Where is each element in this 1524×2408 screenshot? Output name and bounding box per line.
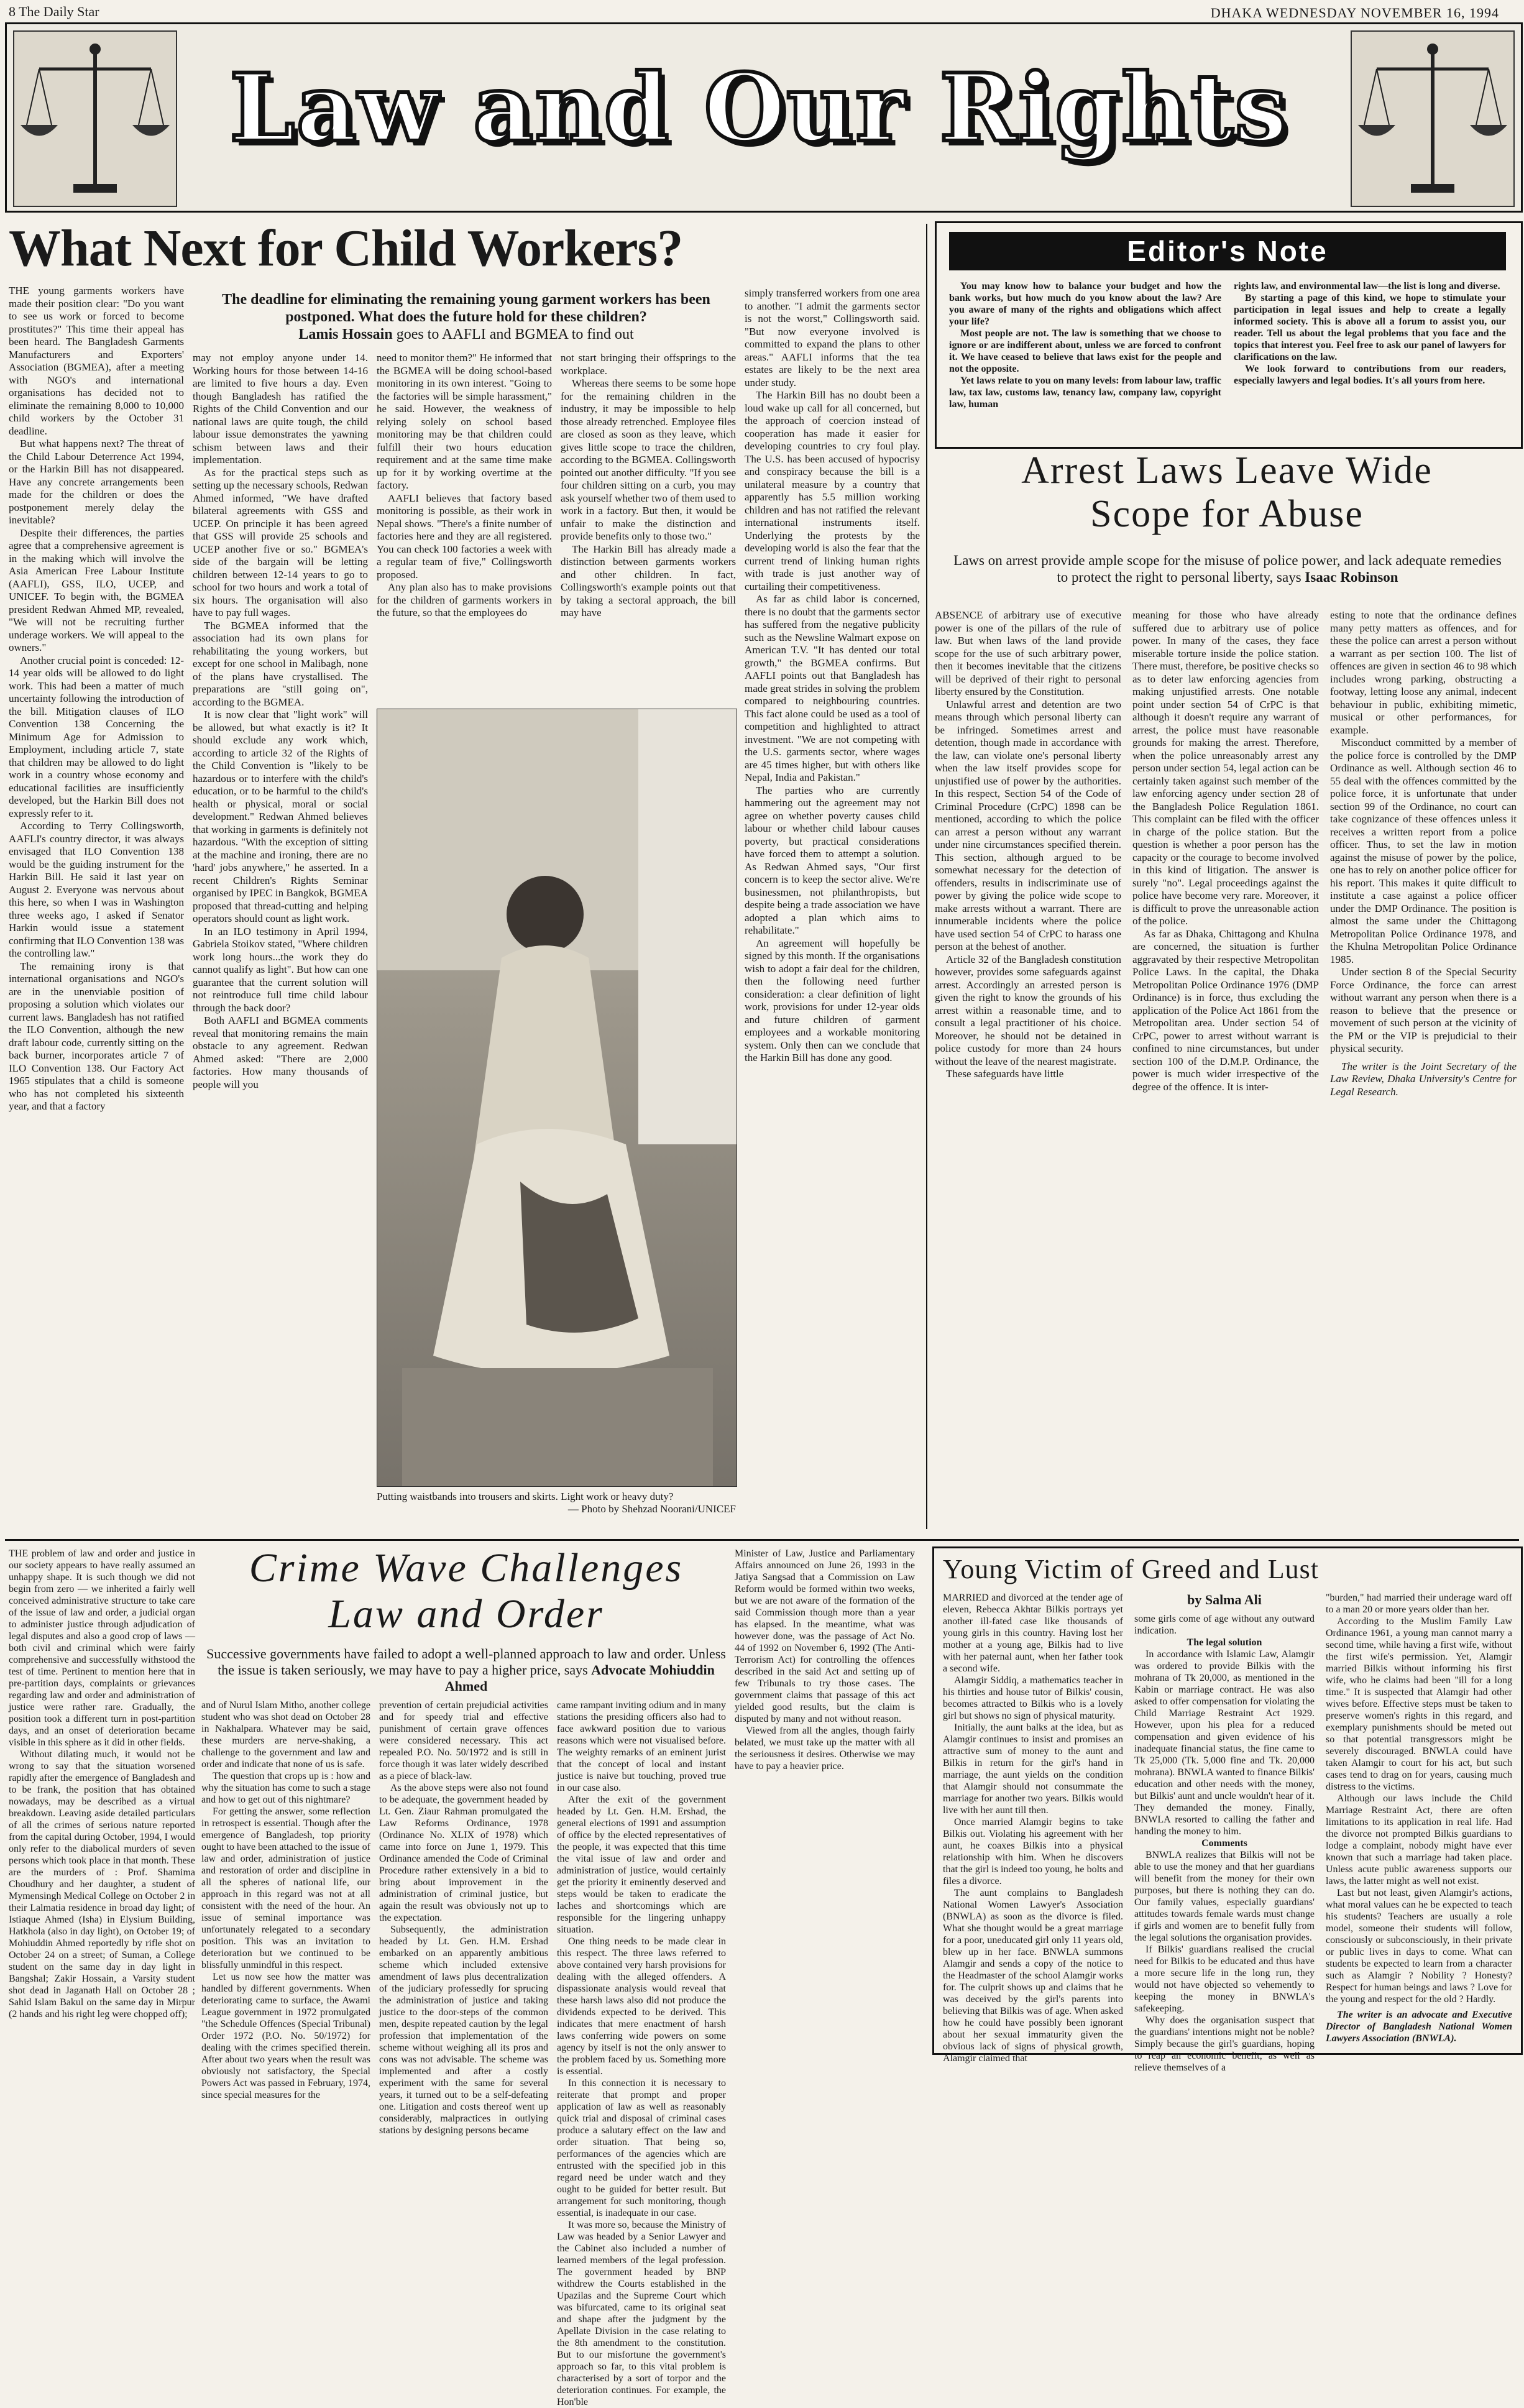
editors-note-column-2 [1234,280,1506,442]
article-paragraph: "burden," had married their underage ward off to a man 20 or more years older than her. [1326,1592,1512,1615]
article-paragraph: You may know how to balance your budget and how the bank works, but how much do you know about the law? Are you aware of many of the rights and obligations which affect your life? [949,281,1221,327]
article-paragraph: It is now clear that "light work" will be allowed, but what exactly is it? It should exclude any work which, according to article 32 of the Rights of the Child Convention is "likely to be hazardous or to interfere with the child's education, or to be harmful to the child's health or physical, moral or social development." Redwan Ahmed believes that working in garments is definitely not hazardous. "With the exception of sitting at the machine and ironing, there are no 'hard' jobs anywhere," he asserted. In a recent Children's Rights Seminar organised by IPEC in Bangkok, BGMEA proposed that thread-cutting and helping operators should count as light work. [193,709,368,924]
article-paragraph: prevention of certain prejudicial activities and for speedy trial and effective punishment of certain grave offences were considered necessary. This act repealed P.O. No. 50/1972 and is still in force though it was later widely described as a piece of black-law. [379,1700,548,1781]
article-paragraph: and of Nurul Islam Mitho, another college student who was shot dead on October 28 in Nakhalpara. Whatever may be said, these murders are nerve-shaking, a challenge to the government and law and order and indicate that none of us is safe. [201,1700,370,1770]
deck-text: Laws on arrest provide ample scope for the misuse of police power, and lack adequate remedies to protect the right to personal liberty, says [953,553,1502,585]
article-paragraph: MARRIED and divorced at the tender age of eleven, Rebecca Akhtar Bilkis portrays yet another ill-fated case like thousands of young girls in this country. Having lost her mother at a young age, Bilkis had to live with her paternal aunt, when her father took a second wife. [943,1592,1123,1674]
young-victim-headline: Young Victim of Greed and Lust [943,1554,1320,1584]
article-paragraph: Despite their differences, the parties agree that a comprehensive agreement is in the making which will involve the Asia American Free Labour Institute (AAFLI), GSS, ILO, UCEP, and UNICEF. To begin with, the BGMEA president Redwan Ahmed MP, revealed, "We will not be recruiting further underage workers. We will appeal to the owners." [9,526,184,653]
scales-icon [1352,32,1513,206]
child-workers-headline: What Next for Child Workers? [9,219,683,277]
subhead: The legal solution [1187,1637,1262,1648]
article-paragraph: Misconduct committed by a member of the police force is controlled by the DMP Ordinance as well. Although section 46 to 55 deal with the offences committed by the police force, it is unfortunate that under section 99 of the Ordinance, no court can take cognizance of these offences unless it receives a written report from a police officer. Thus, to set the law in motion against the misuse of power by the police, one has to rely on another police officer for his report. This makes it quite difficult to institute a case against a police officer under the DMP Ordinance. The position is almost the same under the Chittagong Metropolitan Police Ordinance 1978, and the Khulna Metropolitan Police Ordinance 1985. [1330,737,1517,965]
article-paragraph: Minister of Law, Justice and Parliamentary Affairs announced on June 26, 1993 in the Jatiya Sangsad that a Commission on Law Reform would be formed within two weeks, but we are not aware of the formation of the said Commission though more than a year has elapsed. In the meantime, what was however done, was the passage of Act No. 44 of 1992 on November 6, 1992 (The Anti-Terrorism Act) for controlling the offences described in the said Act and setting up of few Tribunals to try those cases. The government claims that passage of this act yielded good results, but the claim is disputed by many and not without reason. [735,1548,915,1724]
subhead: Comments [1201,1838,1247,1849]
article-paragraph: As the above steps were also not found to be adequate, the government headed by Lt. Gen. Ziaur Rahman promulgated the Law Reforms Ordinance, 1978 (Ordinance No. XLIX of 1978) which came into force on June 1, 1979. This Ordinance amended the Code of Criminal Procedure rather extensively in a bid to bring about improvement in the administration of criminal justice, but again the result was obviously not up to the expectation. [379,1783,548,1923]
article-paragraph: Any plan also has to make provisions for the children of garments workers in the future, so that the employees do [377,581,552,618]
article-paragraph: By starting a page of this kind, we hope to stimulate your participation in legal issues and help to create a legally informed society. This is above all a forum to assist you, our reader. Tell us about the legal problems that you face and the topics that interest you. Feel free to ask our panel of lawyers for clarifications on the law. [1234,293,1506,362]
article-paragraph: meaning for those who have already suffered due to arbitrary use of police power. In many of the cases, they face miserable torture inside the police station. There must, therefore, be positive checks so as to deter law enforcing agencies from making unjustified arrests. One notable point under section 54 of CrPC is that although it doesn't require any warrant of arrest, the police must have reasonable grounds for making the arrest. Therefore, when the police unreasonably arrest any person under section 54, legal action can be certainly taken against such member of the law enforcing agency under section 28 of the Bangladesh Police Regulation 1861. This complaint can be filed with the officer in charge of the police station. But the question is whether a poor person has the capacity or the courage to become involved in this kind of litigation. The answer is surely "no". Legal proceedings against the police have become very rare. Moreover, it is difficult to prove the unreasonable action of the police. [1132,609,1319,927]
headline-line: Crime Wave Challenges [249,1545,684,1591]
article-paragraph: As far as Dhaka, Chittagong and Khulna are concerned, the situation is further aggravated by their respective Metropolitan Police Laws. In the capital, the Dhaka Metropolitan Police Ordinance 1976 (DMP Ordinance) is in force, thus excluding the application of the Police Act 1861 from the Metropolitan area. Under section 54 of CrPC, power to arrest without warrant is confined to nine circumstances, but under section 100 of the D.M.P. Ordinance, the power is much wider irrespective of the degree of the offence. It is inter- [1132,927,1319,1093]
article-paragraph: not start bringing their offsprings to the workplace. [561,352,736,377]
article-paragraph: The parties who are currently hammering out the agreement may not agree on whether poverty causes child labour or whether child labour causes poverty, but practical considerations have forced them to attempt a solution. As Redwan Ahmed says, "Our first concern is to keep the sector alive. We're businessmen, not philanthropists, but despite being a trade association we have adopted a plan which aims to rehabilitate." [745,784,920,936]
scales-of-justice-left-image [13,30,177,207]
article-paragraph: If Bilkis' guardians realised the crucial need for Bilkis to be educated and thus have a more secure life in the long run, they would not have objected so vehemently to keeping the money in BNWLA's safekeeping. [1134,1944,1315,2014]
article-paragraph: After the exit of the government headed by Lt. Gen. H.M. Ershad, the general elections of 1991 and assumption of office by the elected representatives of the people, it was expected that this time the vital issue of law and order and administration of justice, would certainly get the priority it eminently deserved and steps would be taken to eradicate the laches and shortcomings which are responsible for the lingering unhappy situation. [557,1795,726,1935]
section-banner [5,22,1523,213]
crime-wave-deck [205,1646,727,1694]
article-paragraph: The Harkin Bill has no doubt been a loud wake up call for all concerned, but the approach of coercion instead of cooperation has made it easier for developing countries to cry foul play. The U.S. has been accused of hypocrisy and conspiracy because the bill is a unilateral measure by a country that apparently has 5.5 million working children and has not ratified the relevant international instruments itself. Underlying the protests by the developing world is also the fear that the current trend of linking human rights with trade is just another way of curtailing their competitiveness. [745,389,920,592]
article-paragraph: Although our laws include the Child Marriage Restraint Act, there are often limitations to its application in real life. Had the divorce not prompted Bilkis guardians to lodge a complaint, nobody might have ever known that such a marriage had taken place. Unless acute public awareness supports our laws, the latter might as well not exist. [1326,1793,1512,1886]
child-workers-column-1 [9,285,184,1531]
article-paragraph: We look forward to contributions from our readers, especially lawyers and legal bodies. It's all yours from here. [1234,364,1506,386]
arrest-laws-column-1 [935,609,1121,1532]
headline-line: Arrest Laws Leave Wide [1021,449,1433,492]
article-paragraph: Whereas there seems to be some hope for the remaining children in the industry, it may be impossible to help those already retrenched. Employee files are closed as soon as they leave, which gives little scope to trace the children, according to the BGMEA. Collingsworth pointed out another difficulty. "If you see four children sitting on a curb, you may ask yourself whether two of them used to work in a factory. But then, it would be unfair to make the distinction and provide benefits only to those two." [561,377,736,542]
article-paragraph: For getting the answer, some reflection in retrospect is essential. Though after the emergence of Bangladesh, top priority ought to have been attached to the issue of law and order, administration of justice and restoration of order and discipline in all the spheres of national life, our approach in this regard was not at all consistent with the need of the hour. An issue of seminal importance was unfortunately relegated to a secondary position. This was an invitation to deterioration but we continued to be blissfully unmindful in this respect. [201,1806,370,1970]
article-paragraph: Unlawful arrest and detention are two means through which personal liberty can be infringed. Sometimes arrest and detention, though made in accordance with the law, can violate one's personal liberty when the law itself provides scope for unjustified use of power by the authorities. In this respect, Section 54 of the Code of Criminal Procedure (CrPC) 1898 can be mentioned, according to which the police can arrest a person without any warrant under nine circumstances specified therein. This section, although argued to be somewhat necessary for the detection of offenders, results in indiscriminate use of power by giving the police wide scope to make arrests without a warrant. There are innumerable incidents where the police have used section 54 of CrPC to harass one person at the behest of another. [935,698,1121,952]
article-paragraph: rights law, and environmental law—the list is long and diverse. [1234,281,1500,292]
article-paragraph: Last but not least, given Alamgir's actions, what moral values can he be expected to teach his students? Teachers are usually a role model, someone their students will follow, consciously or subconsciously, in their private or public lives in days to come. What can students be expected to learn from a character such as Alamgir ? Nobility ? Honesty? Respect for human beings and laws ? Love for the young and respect for the old ? Hardly. [1326,1888,1512,2005]
byline-name: Lamis Hossain [298,326,393,342]
article-paragraph: One thing needs to be made clear in this respect. The three laws referred to above contained very harsh provisions for dealing with the alleged offenders. A dispassionate analysis would reveal that these harsh laws also did not produce the dividends expected to be derived. This indicates that mere enactment of harsh laws conferring wide powers on some agency by itself is not the only answer to the problem faced by us. Something more is essential. [557,1936,726,2077]
young-victim-byline: by Salma Ali [1187,1592,1262,1607]
caption-text: Putting waistbands into trousers and skirts. Light work or heavy duty? [377,1491,674,1502]
article-paragraph: But what happens next? The threat of the Child Labour Deterrence Act 1994, or the Harkin Bill has not disappeared. Have any concrete arrangements been made for the children or does the postponement merely delay the inevitable? [9,438,184,526]
article-paragraph: These safeguards have little [946,1068,1064,1080]
author-note: The writer is an advocate and Executive Director of Bangladesh National Women Lawyers Association (BNWLA). [1326,2010,1512,2044]
author-note: The writer is the Joint Secretary of the Law Review, Dhaka University's Centre for Legal Research. [1330,1060,1517,1098]
deck-text: Successive governments have failed to adopt a well-planned approach to law and order. Unless the issue is taken seriously, we may have to pay a higher price, says [206,1646,726,1678]
article-paragraph: may not employ anyone under 14. Working hours for those between 14-16 are limited to five hours a day. Even though Bangladesh has ratified the Rights of the Child Convention and our national laws are quite tough, the child labour issue demonstrates the yawning schism between laws and their implementation. [193,352,368,466]
byline-suffix: goes to AAFLI and BGMEA to find out [392,326,634,342]
article-paragraph: In an ILO testimony in April 1994, Gabriela Stoikov stated, "Where children work long hours...the work they do cannot qualify as light". But how can one guarantee that the current solution will not reintroduce full time child labour through the back door? [193,925,368,1014]
article-paragraph: THE problem of law and order and justice in our society appears to have really assumed an unhappy shape. It is such though we did not begin from zero — we inherited a fairly well conceived administrative structure to take care of the issue of law and order, a judicial organ to administer justice through adjudication of legal disputes and also a good crop of laws — both civil and criminal which were fairly comprehensive and successfully withstood the test of time. Pertinent to mention here that in pre-partition days, complaints or grievances regarding law and order and administration of justice were rather rare. Gradually, the position took a different turn in post-partition days, and an onset of deterioration became visible in this sphere as it did in other fields. [9,1548,195,1748]
article-paragraph: An agreement will hopefully be signed by this month. If the organisations wish to adopt a fair deal for the children, then the following need further consideration: a clear definition of light work, provisions for under 12-year olds and future children of garment employees and a workable monitoring system. Only then can we conclude that the Harkin Bill has done any good. [745,937,920,1064]
child-workers-column-3 [377,352,552,706]
dateline: DHAKA WEDNESDAY NOVEMBER 16, 1994 [1210,5,1499,21]
crime-wave-column-5 [735,1548,915,2048]
article-paragraph: As for the practical steps such as setting up the necessary schools, Redwan Ahmed informed, "We have drafted bilateral agreements with GSS and UCEP. On principle it has been agreed that GSS will provide 25 schools and UCEP another five or so." BGMEA's side of the bargain will be letting children between 12-14 years to go to school for two hours and work a total of six hours. The organisation will also have to pay full wages. [193,466,368,618]
byline-name: Isaac Robinson [1305,569,1398,585]
deck-text: The deadline for eliminating the remaining young garment workers has been postponed. What does the future hold for these children? [222,292,710,325]
article-paragraph: Most people are not. The law is something that we choose to ignore or are indifferent about, unless we are forced to confront it. We have ceased to believe that laws exist for the people and not the opposite. [949,328,1221,374]
article-paragraph: Article 32 of the Bangladesh constitution however, provides some safeguards against arrest. Accordingly an arrested person is given the right to know the grounds of his arrest within a reasonable time, and to consult a legal practitioner of his choice. Moreover, he should not be detained in police custody for more than 24 hours without the leave of the nearest magistrate. [935,953,1121,1067]
scales-icon [14,32,176,206]
article-paragraph: Under section 8 of the Special Security Force Ordinance, the force can arrest without warrant any person when there is a reason to believe that the presence or movement of such person at the vicinity of the PM or the VIP is prejudicial to their physical security. [1330,966,1517,1054]
young-victim-column-3 [1326,1592,1512,2046]
article-paragraph: AAFLI believes that factory based monitoring is possible, as their work in Nepal shows. "There's a finite number of factories here and they are all registered. You can check 100 factories a week with a regular team of five," Collingsworth proposed. [377,492,552,581]
article-paragraph: Once married Alamgir begins to take Bilkis out. Violating his agreement with her aunt, he coaxes Bilkis into a physical relationship with him. When he discovers that the girl is indeed too young, he bolts and files a divorce. [943,1817,1123,1886]
article-paragraph: Initially, the aunt balks at the idea, but as Alamgir continues to insist and promises an attractive sum of money to the aunt and Bilkis in return for the girl's hand in marriage, the aunt yields on the condition that Alamgir should not consummate the marriage for another two years. Bilkis would live with her aunt till then. [943,1722,1123,1816]
section-rule [5,1539,1519,1541]
photo-caption [377,1491,736,1515]
young-victim-box [932,1546,1523,2073]
photo-illustration [377,709,737,1486]
photo-credit: — Photo by Shehzad Noorani/UNICEF [567,1503,736,1515]
article-paragraph: Subsequently, the administration headed by Lt. Gen. H.M. Ershad embarked on an apparently ambitious scheme which included extensive amendment of laws plus decentralization of the judiciary professedly for sprucing the administration of justice and taking justice to the door-steps of the common men, despite repeated caution by the legal profession that implementation of the scheme without weighing all its pros and cons was not advisable. The scheme was implemented and after a costly experiment with the same for several years, it turned out to be a self-defeating one. Litigation and costs thereof went up considerably, malpractices in outlying stations by designing persons became [379,1924,548,2136]
article-paragraph: THE young garments workers have made their position clear: "Do you want to see us work or forced to become prostitutes?" This time their appeal has been heard. The Bangladesh Garments Manufacturers and Exporters' Association (BGMEA), after a meeting with NGO's and international organisations has decided not to eliminate the remaining 8,000 to 10,000 child workers by the October 31 deadline. [9,285,184,437]
crime-wave-column-1 [9,1548,195,2048]
article-paragraph: ABSENCE of arbitrary use of executive power is one of the pillars of the rule of law. But when laws of the land provide scope for the use of such arbitrary power, then it becomes inevitable that the citizens will be deprived of their right to personal liberty ensured by the Constitution. [935,609,1121,697]
scales-of-justice-right-image [1351,30,1515,207]
arrest-laws-column-3 [1330,609,1517,1532]
crime-wave-headline [199,1545,733,1637]
editors-note-column-1 [949,280,1221,442]
article-paragraph: Both AAFLI and BGMEA comments reveal that monitoring remains the main obstacle to any agreement. Redwan Ahmed asked: "There are 2,000 factories. How many thousands of people will you [193,1014,368,1090]
article-paragraph: The Harkin Bill has already made a distinction between garments workers and other children. In fact, Collingsworth's example points out that by taking a sectoral approach, the bill may have [561,543,736,618]
crime-wave-column-2 [201,1699,370,2100]
article-paragraph: esting to note that the ordinance defines many petty matters as offences, and for these the police can arrest a person without a warrant as per section 100. The list of offences are given in section 46 to 98 which includes wrong parking, obstructing a footway, letting loose any animal, indecent behaviour in public, exhibiting mimetic, musical or other performances, for example. [1330,609,1517,736]
child-workers-deck [193,291,740,343]
headline-line: Scope for Abuse [1090,493,1364,535]
article-paragraph: The question that crops up is : how and why the situation has come to such a stage and how to get out of this nightmare? [201,1771,370,1805]
byline-name: Advocate Mohiuddin Ahmed [444,1662,715,1694]
child-workers-column-5 [745,287,920,1531]
article-paragraph: In accordance with Islamic Law, Alamgir was ordered to provide Bilkis with the mohrana of Tk 20,000, as mentioned in the Kabin or marriage contract. He was also asked to offer compensation for violating the Child Marriage Restraint Act 1929. However, upon his plea for a reduced compensation and given evidence of his inadequate financial status, the fine came to Tk 25,000 (Tk. 5,000 fine and Tk. 20,000 mohrana). BNWLA wanted to finance Bilkis' education and other needs with the money, but Bilkis' aunt and uncle wouldn't hear of it. They demanded the money. Finally, BNWLA resorted to calling the father and handing the money to him. [1134,1649,1315,1837]
page-label: 8 The Daily Star [9,4,99,19]
child-workers-column-4 [561,352,736,706]
article-paragraph: Viewed from all the angles, though fairly belated, we must take up the matter with all the seriousness it desires. Otherwise we may have to pay a heavier price. [735,1726,915,1772]
editors-note-title: Editor's Note [949,232,1506,270]
article-paragraph: simply transferred workers from one area to another. "I admit the garments sector is not the worst," Collingsworth said. "But now everyone involved is committed to expand the plans to other areas." AAFLI informs that the tea estates are likely to be the next area under study. [745,287,920,388]
article-paragraph: The aunt complains to Bangladesh National Women Lawyer's Association (BNWLA) as soon as the divorce is filed. What she thought would be a great marriage for a poor, uneducated girl only 11 years old, blew up in her face. BNWLA summons Alamgir and sends a copy of the notice to the Headmaster of the school Alamgir works for. The culprit shows up and claims that he was deceived by the girl's parents into believing that Bilkis was of age. When asked how he could have possibly been ignorant about her sexual immaturity given the obvious lack of signs of physical growth, Alamgir claimed that [943,1888,1123,2064]
article-paragraph: In this connection it is necessary to reiterate that prompt and proper application of law as well as reasonably quick trial and disposal of criminal cases produce a salutary effect on the law and order situation. That being so, performances of the agencies which are entrusted with the specified job in this regard need be under watch and they ought to be guided for better result. But arrangement for such monitoring, though essential, is inadequate in our case. [557,2078,726,2218]
article-paragraph: It was more so, because the Ministry of Law was headed by a Senior Lawyer and the Cabinet also included a number of learned members of the legal profession. The government headed by BNP withdrew the Courts established in the Upazilas and the Supreme Court which was bifurcated, came to its original seat and shape after the judgment by the Apellate Division in the case relating to the 8th amendment to the constitution. But to our misfortune the government's approach so far, to this vital problem is characterised by a sort of torpor and the deterioration continues. For example, the Hon'ble [557,2220,726,2407]
headline-line: Law and Order [328,1591,604,1637]
crime-wave-column-4 [557,1699,726,2407]
article-paragraph: The BGMEA informed that the association had its own plans for rehabilitating the young workers, but except for one school in Malibagh, none of the plans have crystallised. The preparations are "still going on", according to the BGMEA. [193,619,368,708]
article-paragraph: Another crucial point is conceded: 12-14 year olds will be allowed to do light work. This had been a matter of much uncertainty following the introduction of the bill. Mitigation clauses of ILO Convention 138 Concerning the Minimum Age for Admission to Employment, including article 7, state that children may be allowed to do light work in a country whose economy and educational facilities are insufficiently developed, but the Harkin Bill does not expressly refer to it. [9,654,184,819]
article-paragraph: As far as child labor is concerned, there is no doubt that the garments sector has suffered from the negative publicity such as the Newsline Walmart expose on American T.V. "It has dented our total growth," the BGMEA confirms. But AAFLI points out that Bangladesh has made great strides in solving the problem compared to neighbouring countries. This fact alone could be used as a tool of competition and highlighted to attract investment. "We are not competing with the U.S. garments sector, where wages are 45 times higher, but with others like Nepal, India and Pakistan." [745,593,920,783]
arrest-laws-headline [935,449,1519,536]
crime-wave-column-3 [379,1699,548,2136]
article-paragraph: The remaining irony is that international organisations and NGO's are in the unenviable position of proposing a solution which violates our current laws. Bangladesh has not ratified the ILO Convention, although the new draft labour code, currently sitting on the back burner, incorporates article 7 of ILO Convention 138. Our Factory Act 1965 stipulates that a child is someone who has not completed his sixteenth year, and that a factory [9,960,184,1112]
article-paragraph: Let us now see how the matter was handled by different governments. When deteriorating came to surface, the Awami League government in 1972 promulgated "the Schedule Offences (Special Tribunal) Order 1972 (P.O. No. 50/1972) for dealing with the crimes specified therein. After about two years when the result was obviously not satisfactory, the Special Powers Act was passed in February, 1974, since special measures for the [201,1972,370,2100]
young-victim-column-1 [943,1592,1123,2064]
arrest-laws-deck [951,552,1504,586]
young-victim-column-2 [1134,1613,1315,2073]
article-paragraph: According to Terry Collingsworth, AAFLI's country director, it was always envisaged that ILO Convention 138 would be the guiding instrument for the Harkin Bill. He said it last year on August 2. Everyone was nervous about this here, so when I was in Washington three weeks ago, I asked if Senator Harkin would issue a statement confirming that ILO Convention 138 was the controlling law." [9,820,184,959]
editors-note-box [935,221,1523,449]
article-paragraph: Why does the organisation suspect that the guardians' intentions might not be noble? Simply because the girl's guardians, hoping to reap an economic benefit, as well as relieve themselves of a [1134,2015,1315,2073]
article-paragraph: According to the Muslim Family Law Ordinance 1961, a young man cannot marry a second time, while having a first wife, without the first wife's permission. Yet, Alamgir married Bilkis without informing his first wife, who he claims had been "ill for a long time." It is suspected that Alamgir had other wives before. Effective steps must be taken to preserve women's rights in this regard, and exemplary punishments should be meted out so that potential transgressors might be severely discouraged. BNWLA could have taken Alamgir to court for his act, but such cases tend to drag on for years, causing much distress to the victims. [1326,1616,1512,1792]
article-paragraph: need to monitor them?" He informed that the BGMEA will be doing school-based monitoring in its own interest. "Going to the factories will be simple harassment," he said. However, the weakness of relying solely on school based monitoring may be that children could fulfill their two hours education requirement and at the same time make up for it by working overtime at the factory. [377,352,552,491]
child-worker-photo [377,709,737,1487]
arrest-laws-column-2 [1132,609,1319,1532]
section-title: Law and Our Rights [229,53,1288,163]
article-paragraph: BNWLA realizes that Bilkis will not be able to use the money and that her guardians will benefit from the money for their own purposes, but there is nothing they can do. Our family values, especially guardians' attitudes towards female wards must change if girls and women are to benefit fully from the legal solutions the organisation provides. [1134,1850,1315,1943]
child-workers-column-2 [193,352,368,1531]
article-paragraph: some girls come of age without any outward indication. [1134,1614,1315,1636]
article-paragraph: came rampant inviting odium and in many stations the presiding officers also had to face awkward position due to various reasons which were not visualised before. The weighty remarks of an eminent jurist that the concept of local and instant justice is naive but touching, proved true in our case also. [557,1700,726,1793]
column-rule [926,224,927,1529]
article-paragraph: Without dilating much, it would not be wrong to say that the situation worsened rapidly after the emergence of Bangladesh and to be frank, the position that has obtained nowadays, may be described as a virtual breakdown. Leaving aside detailed particulars of all the crimes of serious nature reported from the capital during October, 1994, I would only refer to the diabolical murders of seven persons which took place in that month. These are the murders of : Prof. Shamima Choudhury and her daughter, a student of Mymensingh Medical College on October 2 in their Lalmatia residence in broad day light; of Istiaque Ahmed (Isha) in Elysium Building, Hatkhola (also in day light), on October 19; of Mohiuddin Ahmed reportedly by rifle shot on October 24 on a street; of Suman, a College student on the same day in day light in Bangshal; Zakir Hossain, a Varsity student shot dead in Jaganath Hall on October 28 ; Sahid Islam Bakul on the same day in Mirpur (2 hands and his right leg were chopped off); [9,1749,195,2020]
article-paragraph: Yet laws relate to you on many levels: from labour law, traffic law, tax law, customs law, tenancy law, company law, copyright law, human [949,375,1221,410]
article-paragraph: Alamgir Siddiq, a mathematics teacher in his thirties and house tutor of Bilkis' cousin, becomes attracted to Bilkis who is a lovely girl but shows no sign of physical maturity. [943,1675,1123,1721]
